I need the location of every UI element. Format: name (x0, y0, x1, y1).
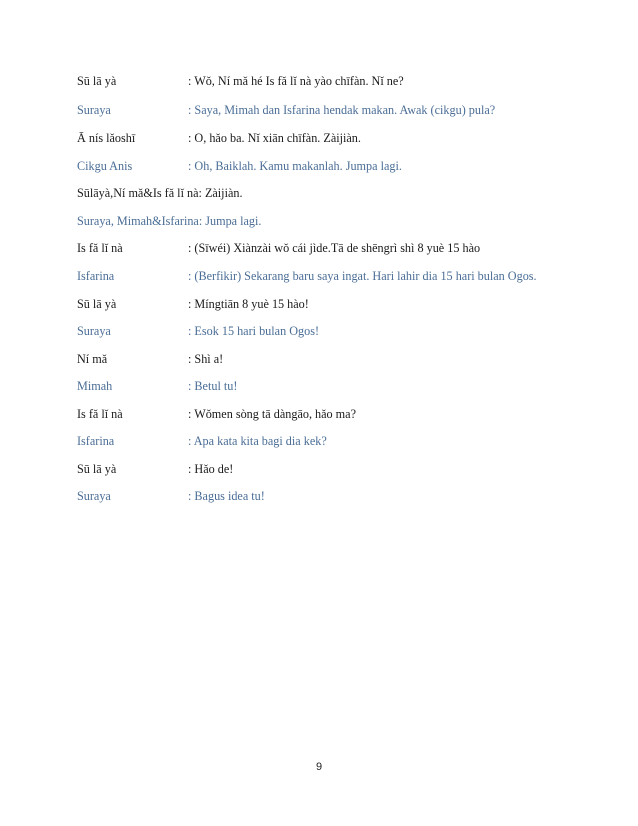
dialogue-text: : Oh, Baiklah. Kamu makanlah. Jumpa lagi. (188, 159, 402, 173)
dialogue-text: : Bagus idea tu! (188, 489, 265, 503)
speaker-line-full: Sūlāyà,Ní mǎ&Is fǎ lǐ nà: Zàijiàn. (77, 186, 243, 200)
dialogue-line-malay (77, 157, 598, 175)
speaker-name: Sū lā yà (77, 74, 117, 88)
dialogue-text: : Wǒmen sòng tā dàngāo, hǎo ma? (188, 407, 356, 421)
dialogue-text: : Apa kata kita bagi dia kek? (188, 434, 327, 448)
speaker-name: Sū lā yà (77, 297, 117, 311)
speaker-name: Ní mǎ (77, 352, 108, 366)
dialogue-text: : Wǒ, Ní mǎ hé Is fǎ lǐ nà yào chīfàn. Nǐ ne? (188, 74, 404, 88)
dialogue-line-malay (77, 322, 598, 340)
dialogue-line-pinyin (77, 460, 598, 478)
dialogue-text: : Saya, Mimah dan Isfarina hendak makan. Awak (cikgu) pula? (188, 103, 496, 117)
dialogue-line-malay (77, 432, 598, 450)
dialogue-text: : O, hǎo ba. Nǐ xiān chīfàn. Zàijiàn. (188, 131, 361, 145)
speaker-name: Sū lā yà (77, 462, 117, 476)
speaker-name: Is fǎ lǐ nà (77, 241, 123, 255)
dialogue-line-pinyin (77, 72, 598, 90)
dialogue-line-pinyin (77, 184, 598, 202)
speaker-name: Isfarina (77, 434, 115, 448)
dialogue-line-malay (77, 212, 598, 230)
dialogue-text: : (Sīwéi) Xiànzài wǒ cái jìde.Tā de shēngrì shì 8 yuè 15 hào (188, 241, 481, 255)
speaker-name: Suraya (77, 324, 111, 338)
dialogue-text: : Shì a! (188, 352, 224, 366)
speaker-name: Suraya (77, 103, 111, 117)
dialogue-text: : Hǎo de! (188, 462, 234, 476)
dialogue-line-malay (77, 487, 598, 505)
speaker-name: Cikgu Anis (77, 159, 133, 173)
speaker-name: Is fǎ lǐ nà (77, 407, 123, 421)
dialogue-line-malay (77, 101, 598, 119)
dialogue-line-pinyin (77, 350, 598, 368)
dialogue-line-pinyin (77, 295, 598, 313)
dialogue-text: : Esok 15 hari bulan Ogos! (188, 324, 319, 338)
speaker-name: Suraya (77, 489, 111, 503)
dialogue-text: : (Berfikir) Sekarang baru saya ingat. Hari lahir dia 15 hari bulan Ogos. (188, 269, 537, 283)
dialogue-line-pinyin (77, 129, 598, 147)
dialogue-line-pinyin (77, 405, 598, 423)
speaker-line-full: Suraya, Mimah&Isfarina: Jumpa lagi. (77, 214, 262, 228)
dialogue-line-malay (77, 377, 598, 395)
dialogue-line-pinyin (77, 239, 598, 257)
dialogue-text: : Míngtiān 8 yuè 15 hào! (188, 297, 309, 311)
page-number: 9 (315, 761, 323, 773)
dialogue-text: : Betul tu! (188, 379, 238, 393)
dialogue-line-malay (77, 267, 598, 285)
speaker-name: Mimah (77, 379, 113, 393)
speaker-name: Ā nís lǎoshī (77, 131, 136, 145)
speaker-name: Isfarina (77, 269, 115, 283)
